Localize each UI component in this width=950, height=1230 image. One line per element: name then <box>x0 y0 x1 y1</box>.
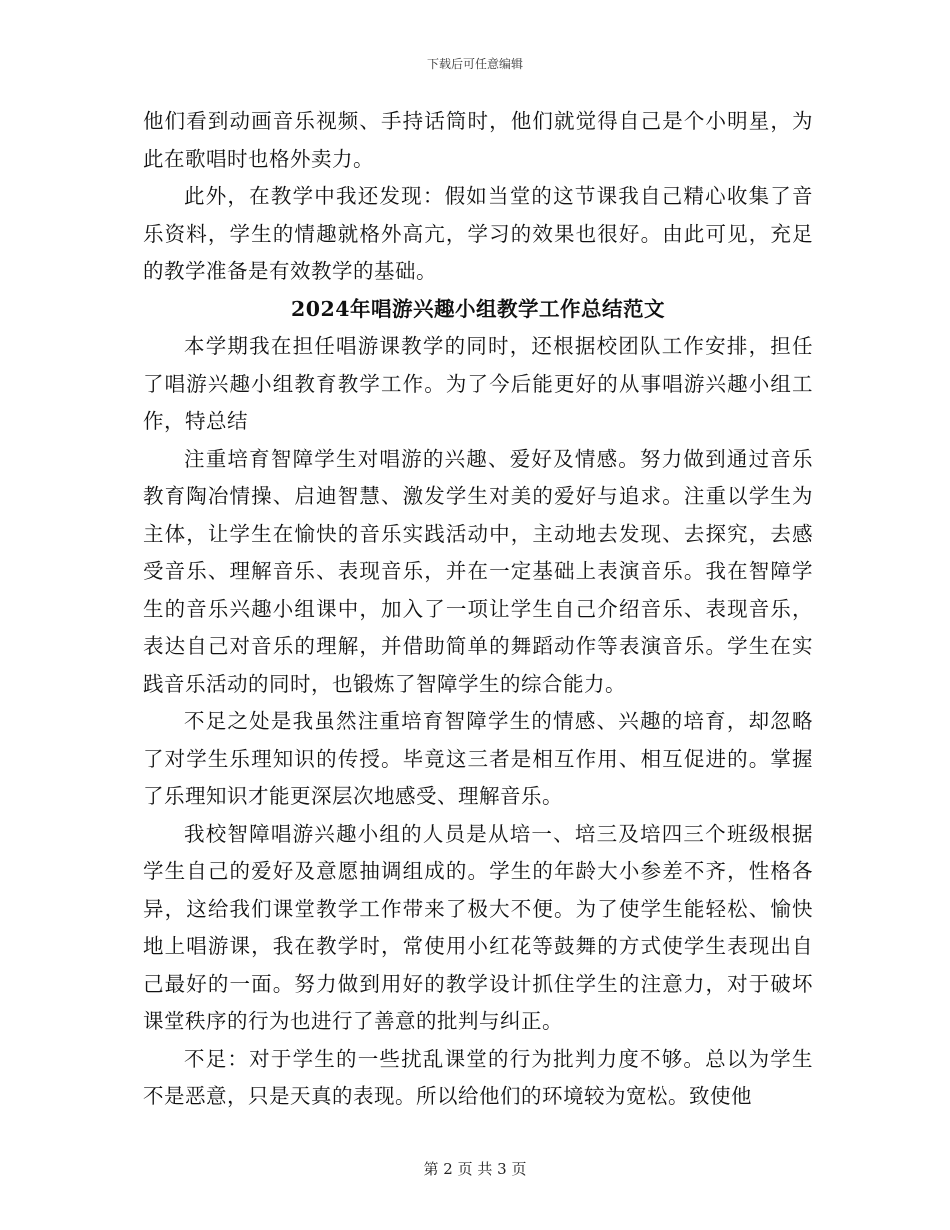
paragraph: 不足：对于学生的一些扰乱课堂的行为批判力度不够。总以为学生不是恶意，只是天真的表现。所以给他们的环境较为宽松。致使他 <box>143 1046 813 1108</box>
paragraph: 我校智障唱游兴趣小组的人员是从培一、培三及培四三个班级根据学生自己的爱好及意愿抽调组成的。学生的年龄大小参差不齐，性格各异，这给我们课堂教学工作带来了极大不便。为了使学生能轻松、愉快地上唱游课，我在教学时，常使用小红花等鼓舞的方式使学生表现出自己最好的一面。努力做到用好的教学设计抓住学生的注意力，对于破坏课堂秩序的行为也进行了善意的批判与纠正。 <box>143 821 813 1033</box>
page-header: 下载后可任意编辑 <box>426 57 523 71</box>
paragraph: 不足之处是我虽然注重培育智障学生的情感、兴趣的培育，却忽略了对学生乐理知识的传授。毕竟这三者是相互作用、相互促进的。掌握了乐理知识才能更深层次地感受、理解音乐。 <box>143 709 813 808</box>
paragraph: 他们看到动画音乐视频、手持话筒时，他们就觉得自己是个小明星，为此在歌唱时也格外卖力。 <box>143 109 813 171</box>
paragraph: 注重培育智障学生对唱游的兴趣、爱好及情感。努力做到通过音乐教育陶冶情操、启迪智慧、激发学生对美的爱好与追求。注重以学生为主体，让学生在愉快的音乐实践活动中，主动地去发现、去探究，去感受音乐、理解音乐、表现音乐，并在一定基础上表演音乐。我在智障学生的音乐兴趣小组课中，加入了一项让学生自己介绍音乐、表现音乐，表达自己对音乐的理解，并借助简单的舞蹈动作等表演音乐。学生在实践音乐活动的同时，也锻炼了智障学生的综合能力。 <box>143 446 813 696</box>
document-body <box>143 103 813 1116</box>
document-title: 2024年唱游兴趣小组教学工作总结范文 <box>290 296 666 321</box>
paragraph: 本学期我在担任唱游课教学的同时，还根据校团队工作安排，担任了唱游兴趣小组教育教学工作。为了今后能更好的从事唱游兴趣小组工作，特总结 <box>143 334 813 433</box>
paragraph: 此外，在教学中我还发现：假如当堂的这节课我自己精心收集了音乐资料，学生的情趣就格外高亢，学习的效果也很好。由此可见，充足的教学准备是有效教学的基础。 <box>143 184 813 283</box>
page-footer: 第 2 页 共 3 页 <box>423 1160 527 1178</box>
